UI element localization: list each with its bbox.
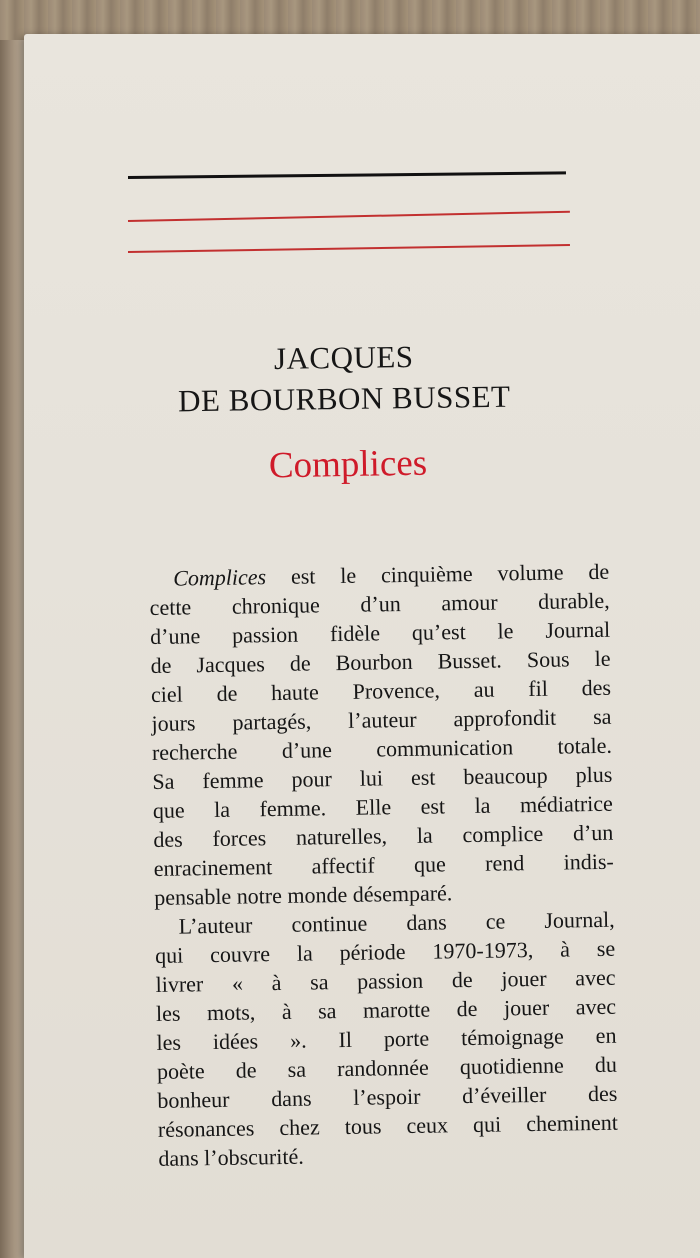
blurb-line: Sa femme pour lui est beaucoup plus (152, 761, 613, 794)
black-rule (128, 171, 566, 179)
blurb-line: les mots, à sa marotte de jouer avec (155, 993, 617, 1026)
blurb-line: cette chronique d’un amour durable, (149, 587, 610, 620)
blurb-line: L’auteur continue dans ce Journal, (178, 906, 615, 939)
blurb-title-italic: Complices (173, 564, 267, 591)
blurb-text (149, 557, 619, 1173)
blurb-line: jours partagés, l’auteur approfondit sa (151, 703, 612, 736)
author-line-2: DE BOURBON BUSSET (177, 378, 511, 419)
blurb-line: les idées ». Il porte témoignage en (156, 1022, 617, 1055)
blurb-line: poète de sa randonnée quotidienne du (156, 1051, 618, 1084)
blurb-line: bonheur dans l’espoir d’éveiller des (157, 1080, 618, 1113)
blurb-line: livrer « à sa passion de jouer avec (155, 964, 616, 997)
blurb-line: dans l’obscurité. (158, 1143, 304, 1171)
blurb-line: d’une passion fidèle qu’est le Journal (149, 616, 611, 649)
red-rule-bottom (128, 244, 570, 253)
author-name (123, 334, 564, 422)
blurb-line: résonances chez tous ceux qui cheminent (157, 1109, 619, 1142)
blurb-line: des forces naturelles, la complice d’un (153, 819, 614, 852)
red-rule-top (128, 211, 570, 222)
blurb-line-rest: est le cinquième volume de (265, 558, 610, 590)
blurb-line: pensable notre monde désemparé. (154, 880, 453, 910)
blurb-line: ciel de haute Provence, au fil des (150, 674, 612, 707)
blurb-line: recherche d’une communication totale. (151, 732, 613, 765)
author-line-1: JACQUES (273, 339, 414, 376)
book-page (24, 34, 700, 1258)
blurb-line: qui couvre la période 1970-1973, à se (154, 935, 616, 968)
blurb-line: enracinement affectif que rend indis- (153, 848, 614, 881)
book-title: Complices (268, 442, 428, 487)
blurb-line: de Jacques de Bourbon Busset. Sous le (150, 645, 611, 678)
blurb-line: que la femme. Elle est la médiatrice (152, 790, 614, 823)
